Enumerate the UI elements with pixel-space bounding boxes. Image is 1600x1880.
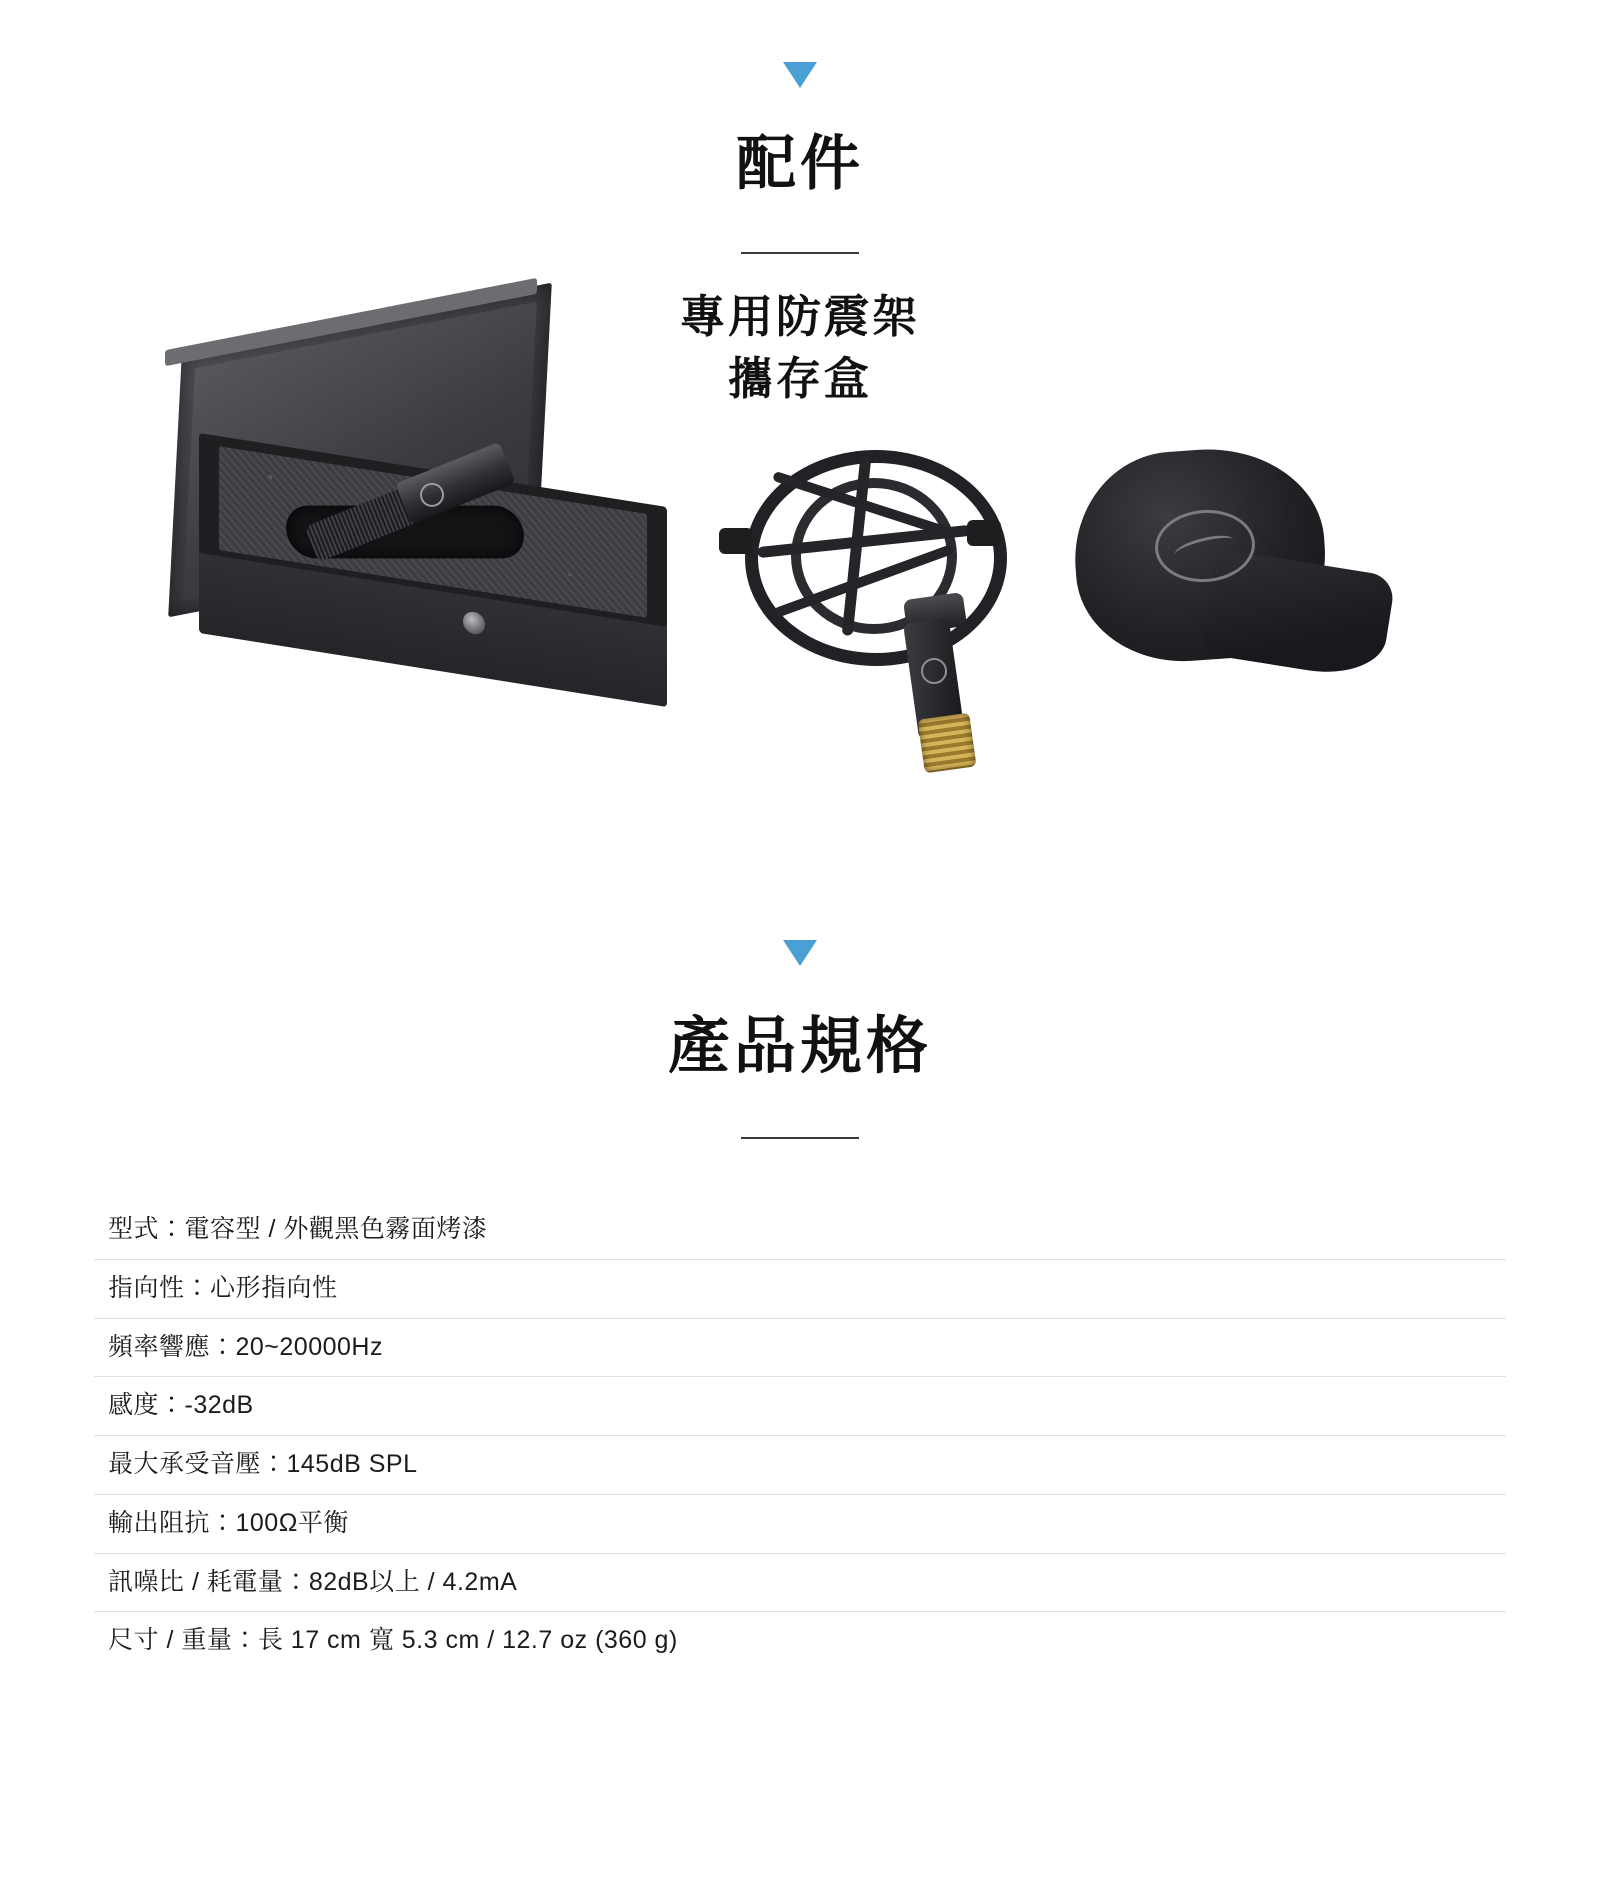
spec-row: 指向性：心形指向性 bbox=[94, 1260, 1506, 1319]
shock-mount-image bbox=[735, 440, 1065, 840]
shock-mount-nub bbox=[967, 520, 1001, 546]
accessories-subtitle-line-1: 專用防震架 bbox=[679, 291, 920, 342]
accessories-image-row bbox=[0, 320, 1600, 880]
triangle-down-icon bbox=[783, 62, 817, 88]
spec-row: 訊噪比 / 耗電量：82dB以上 / 4.2mA bbox=[94, 1554, 1506, 1613]
carry-case-image bbox=[175, 320, 705, 780]
accessories-divider bbox=[741, 252, 859, 254]
specifications-list bbox=[94, 1201, 1506, 1670]
accessories-title: 配件 bbox=[736, 131, 864, 197]
shock-mount-thread bbox=[917, 713, 976, 774]
accessories-section bbox=[0, 0, 1600, 930]
specifications-marker bbox=[0, 940, 1600, 966]
specifications-section bbox=[0, 930, 1600, 1790]
accessories-marker bbox=[0, 0, 1600, 88]
spec-row: 頻率響應：20~20000Hz bbox=[94, 1319, 1506, 1378]
shock-mount-nub bbox=[719, 528, 753, 554]
velvet-pouch-image bbox=[1075, 440, 1405, 740]
audio-technica-logo-icon bbox=[416, 479, 447, 510]
spec-row: 型式：電容型 / 外觀黑色霧面烤漆 bbox=[94, 1201, 1506, 1260]
spec-row: 最大承受音壓：145dB SPL bbox=[94, 1436, 1506, 1495]
triangle-down-icon bbox=[783, 940, 817, 966]
specifications-title: 產品規格 bbox=[667, 1013, 932, 1081]
specifications-divider bbox=[741, 1137, 859, 1139]
accessories-subtitle-line-2: 攜存盒 bbox=[727, 353, 872, 404]
bottom-spacer bbox=[0, 1670, 1600, 1790]
spec-row: 尺寸 / 重量：長 17 cm 寬 5.3 cm / 12.7 oz (360 g) bbox=[108, 1626, 678, 1655]
spec-row: 感度：-32dB bbox=[94, 1377, 1506, 1436]
spec-row: 輸出阻抗：100Ω平衡 bbox=[94, 1495, 1506, 1554]
